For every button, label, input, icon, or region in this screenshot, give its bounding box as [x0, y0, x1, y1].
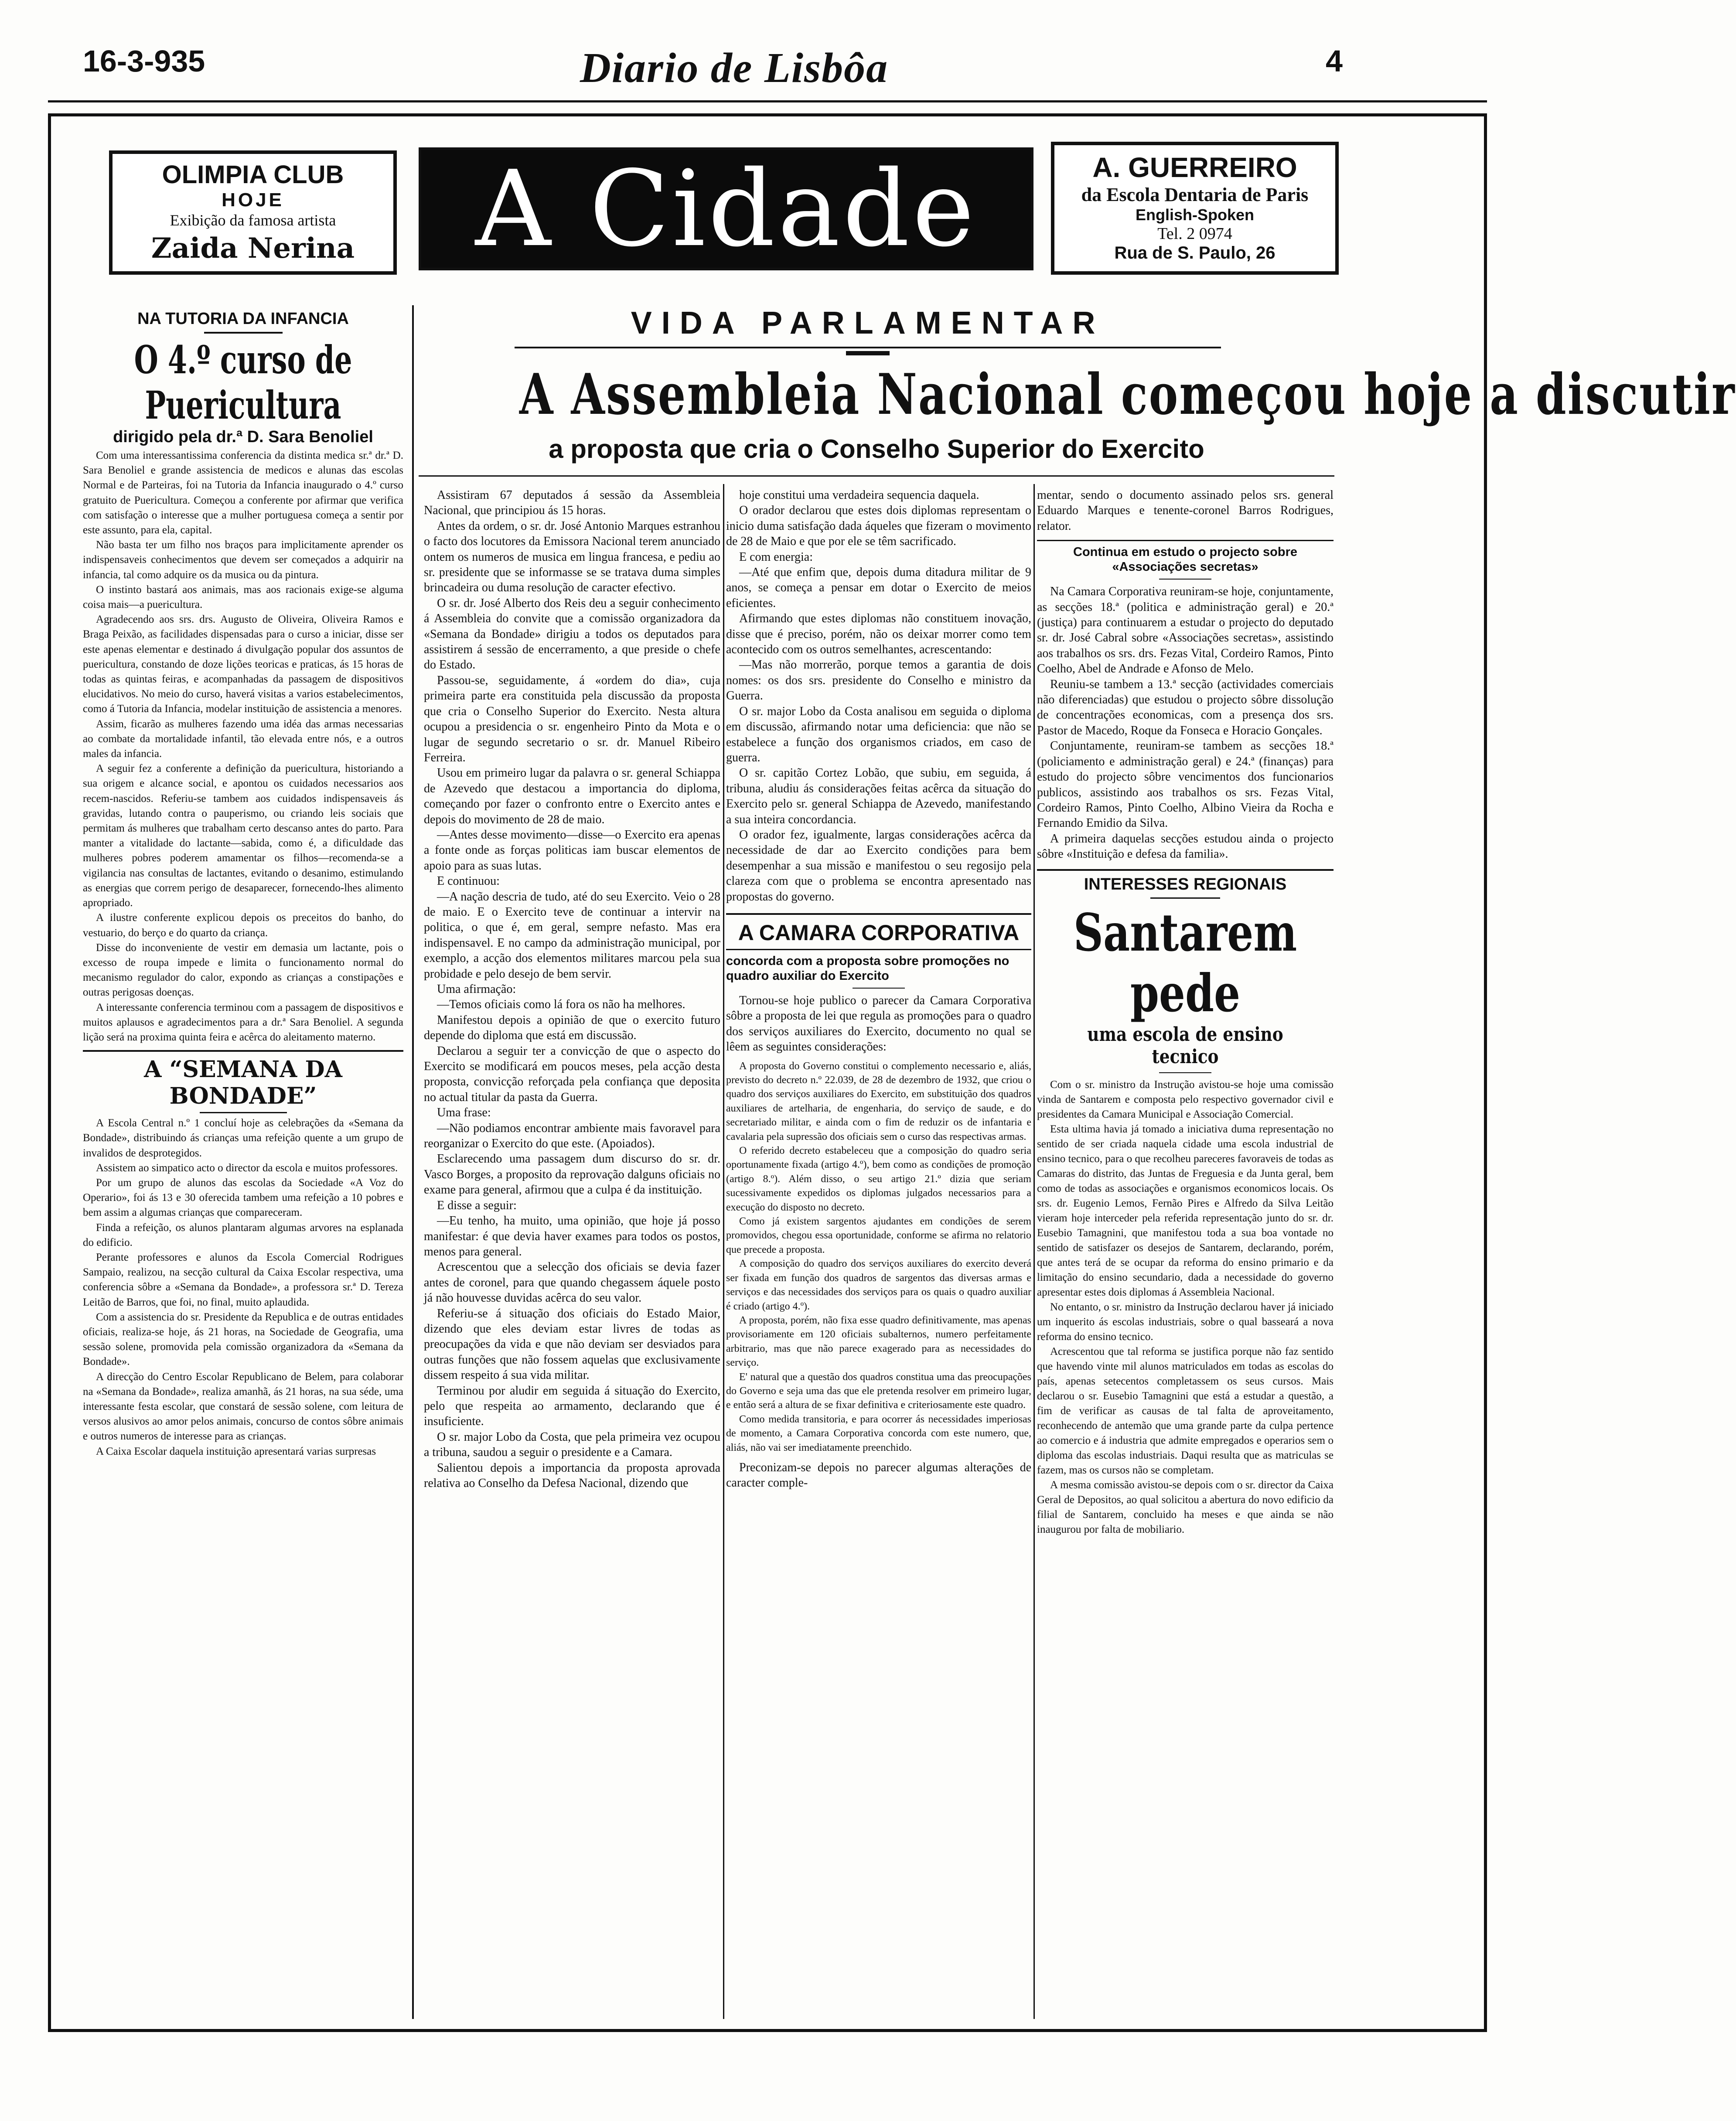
ad-subtitle: da Escola Dentaria de Paris: [1081, 184, 1309, 205]
paragraph: —A nação descria de tudo, até do seu Exercito. Veio o 28 de maio. E o Exercito teve de continuar a intervir na politica, o que é, em geral, sempre nefasto. Mas era indispensavel. E no campo da administração municipal, por exemplo, a acção dos elementos militares marcou pela sua probidade e pelo desejo de bem servir.: [424, 890, 720, 981]
column-rule: [1033, 484, 1035, 2019]
paragraph: O sr. dr. José Alberto dos Reis deu a seguir conhecimento á Assembleia do convite que a comissão organizadora da «Semana da Bondade» dirigiu a todos os deputados para assistirem á sessão de encerramento, a que preside o chefe do Estado.: [424, 596, 720, 672]
divider: [1159, 1072, 1211, 1073]
paragraph: —Antes desse movimento—disse—o Exercito era apenas a fonte onde as forças politicas iam buscar elementos de apoio para as suas lutas.: [424, 828, 720, 873]
paragraph: Conjuntamente, reuniram-se tambem as secções 18.ª (policiamento e administração geral) e 24.ª (finanças) para estudo do projecto sôbre vencimentos dos funcionarios publicos, assistindo aos trabalhos os srs. Fezas Vital, Cordeiro Ramos, Pinto Coelho, Albino Vieira da Rocha e Fernando Emidio da Silva.: [1037, 739, 1334, 830]
byline: dirigido pela dr.ª D. Sara Benoliel: [113, 428, 373, 446]
paragraph: A ilustre conferente explicou depois os preceitos do banho, do vestuario, do berço e do quarto da criança.: [83, 912, 403, 939]
paragraph: Antes da ordem, o sr. dr. José Antonio Marques estranhou o facto dos locutores da Emissora Nacional terem anunciado ontem os numeros de musica em lingua francesa, e pediu ao sr. presidente que se informasse se se tratava duma simples brincadeira ou duma resolução de caracter efectivo.: [424, 519, 720, 595]
paragraph: E continuou:: [437, 874, 500, 888]
paragraph: Afirmando que estes diplomas não constituem inovação, disse que é preciso, porém, não os deixar morrer como tem acontecido com os outros semelhantes, acrescentando:: [726, 612, 1031, 657]
paragraph: E disse a seguir:: [437, 1198, 517, 1212]
paragraph: —Mas não morrerão, porque temos a garantia de dois nomes: os dos srs. presidente do Conselho e ministro da Guerra.: [726, 658, 1031, 703]
paragraph: O orador fez, igualmente, largas considerações acêrca da necessidade de dar ao Exercito condições para bem desempenhar a sua missão e manifestou o seu regosijo pela clareza com que o problema se encontra apresentado nas propostas do governo.: [726, 828, 1031, 904]
article-puericultura: [83, 448, 403, 1045]
paragraph: Assim, ficarão as mulheres fazendo uma idéa das armas necessarias ao combate da mortalidade infantil, tão elevada entre nós, e a outros males da infancia.: [83, 718, 403, 760]
paragraph: —Até que enfim que, depois duma ditadura militar de 9 anos, se começa a pensar em dotar o Exercito de meios eficientes.: [726, 566, 1031, 610]
ad-address: Rua de S. Paulo, 26: [1114, 243, 1276, 263]
headline-semana-bondade: A “SEMANA DA BONDADE”: [144, 1056, 342, 1110]
paragraph: Acrescentou que tal reforma se justifica porque não faz sentido que havendo vinte mil alunos matriculados em todas as escolas do país, apenas setecentos completassem os seus cursos. Mais declarou o sr. Eusebio Tamagnini que está a estudar a questão, a fim de verificar as causas de tal falta de aproveitamento, reconhecendo de antemão que uma grande parte da culpa pertence ao comercio e á industria que admite empregados e operarios sem o diploma das escolas industriais. Daqui resulta que as matriculas se fazem, mas os cursos não se completam.: [1037, 1345, 1334, 1476]
paragraph: Preconizam-se depois no parecer algumas alterações de caracter comple-: [726, 1460, 1031, 1490]
paragraph: A proposta, porém, não fixa esse quadro definitivamente, mas apenas provisoriamente em 120 oficiais subalternos, numero perfeitamente arbitrario, mas que não parece exagerado para as necessidades do serviço.: [726, 1314, 1031, 1369]
article-assembleia-col2: [726, 488, 1031, 1491]
paragraph: A interessante conferencia terminou com a passagem de dispositivos e muitos aplausos e agradecimentos para a dr.ª Sara Benoliel. A segunda lição será na proxima quinta feira e acêrca do aleitamento materno.: [83, 1001, 403, 1043]
headline-santarem: Santarem pede: [1073, 902, 1297, 1023]
ad-guerreiro: [1051, 142, 1339, 275]
paragraph: O instinto bastará aos animais, mas aos racionais exige-se alguma coisa mais—a puericultura.: [83, 583, 403, 611]
divider: [200, 1112, 287, 1113]
subheadline-camara: concorda com a proposta sobre promoções no quadro auxiliar do Exercito: [726, 954, 1010, 983]
column-rule: [723, 484, 724, 2019]
newspaper-title: Diario de Lisbôa: [580, 44, 889, 92]
paragraph: A mesma comissão avistou-se depois com o sr. director da Caixa Geral de Depositos, ao qual solicitou a abertura do novo edificio da filial de Santarem, concluido ha meses e que ainda se não inaugurou por falta de mobiliario.: [1037, 1479, 1334, 1535]
paragraph: Manifestou depois a opinião de que o exercito futuro depende do diploma que está em discussão.: [424, 1013, 720, 1043]
ad-phone: Tel. 2 0974: [1157, 225, 1232, 243]
article-col3: [1037, 488, 1334, 1537]
paragraph: A proposta do Governo constitui o complemento necessario e, aliás, previsto do decreto n.º 22.039, de 28 de dezembro de 1932, que criou o quadro dos serviços auxiliares do Exercito, em substituição dos quadros auxiliares de artelharia, de engenharia, do serviço de saude, e do secretariado militar, e ainda com o fim de reduzir os de infantaria e cavalaria pela supressão dos oficiais sem o curso das respectivas armas.: [726, 1060, 1031, 1142]
paragraph: mentar, sendo o documento assinado pelos srs. general Eduardo Marques e tenente-coronel Barros Rodrigues, relator.: [1037, 488, 1334, 533]
paragraph: Terminou por aludir em seguida á situação do Exercito, pelo que respeita ao armamento, declarando que é insuficiente.: [424, 1384, 720, 1429]
paragraph: —Eu tenho, ha muito, uma opinião, que hoje já posso manifestar: é que devia haver exames para todos os postos, menos para general.: [424, 1214, 720, 1258]
ad-subtitle: HOJE: [222, 189, 284, 211]
paragraph: E' natural que a questão dos quadros constitua uma das preocupações do Governo e seja uma das que ele pretenda resolver em primeiro lugar, e então será a altura de se fixar definitiva e criteriosamente este quadro.: [726, 1371, 1031, 1411]
ad-text: Exibição da famosa artista: [170, 211, 336, 229]
paragraph: —Temos oficiais como lá fora os não ha melhores.: [437, 998, 686, 1012]
paragraph: Tornou-se hoje publico o parecer da Camara Corporativa sôbre a proposta de lei que regula as promoções para o quadro dos serviços auxiliares do Exercito, documento no qual se lêem as seguintes considerações:: [726, 993, 1031, 1054]
quoted-parecer: [726, 1059, 1031, 1455]
main-headline: A Assembleia Nacional começou hoje a discutir: [519, 362, 1736, 427]
paragraph: Esclarecendo uma passagem dum discurso do sr. dr. Vasco Borges, a proposito da reprovação dalguns oficiais no exame para general, afirmou que a culpa é da instituição.: [424, 1152, 720, 1197]
divider: [1150, 897, 1220, 899]
headline-puericultura: O 4.º curso de Puericultura: [134, 337, 352, 428]
ad-title: OLIMPIA CLUB: [162, 160, 344, 189]
paragraph: A Caixa Escolar daquela instituição apresentará varias surpresas: [96, 1445, 376, 1457]
main-subheadline: a proposta que cria o Conselho Superior do Exercito: [549, 434, 1204, 464]
paragraph: Disse do inconveniente de vestir em demasia um lactante, pois o excesso de roupa impede e limita o funcionamento normal do mecanismo regulador do calor, expondo as crianças a constipações e outras perigosas doenças.: [83, 941, 403, 999]
divider: [419, 475, 1334, 477]
divider: [204, 332, 283, 334]
kicker: NA TUTORIA DA INFANCIA: [137, 310, 349, 328]
paragraph: Finda a refeição, os alunos plantaram algumas arvores na esplanada do edificio.: [83, 1221, 403, 1248]
paragraph: Como já existem sargentos ajudantes em condições de serem promovidos, chegou essa oportunidade, conforme se afirma no relatorio que precede a proposta.: [726, 1216, 1031, 1255]
paragraph: Declarou a seguir ter a convicção de que o aspecto do Exercito se modificará em poucos meses, pela acção desta proposta, convicção reforçada pela confiança que deposita no actual titular da pasta da Guerra.: [424, 1044, 720, 1104]
paragraph: Uma afirmação:: [437, 982, 516, 996]
paragraph: Com uma interessantissima conferencia da distinta medica sr.ª dr.ª D. Sara Benoliel e grande assistencia de medicos e alunas das escolas Normal e de Parteiras, foi na Tutoria da Infancia inaugurado o 4.º curso gratuito de Puericultura. Começou a conferente por afirmar que verifica com satisfação o interesse que a mulher portuguesa começa a sentir por este assunto, para ela, capital.: [83, 450, 403, 536]
paragraph: Por um grupo de alunos das escolas da Sociedade «A Voz do Operario», foi ás 13 e 30 oferecida tambem uma refeição a 10 pobres e bem assim a algumas crianças que compareceram.: [83, 1176, 403, 1219]
ad-artist-name: Zaida Nerina: [151, 232, 355, 265]
left-column: [83, 310, 403, 1459]
paragraph: A direcção do Centro Escolar Republicano de Belem, para colaborar na «Semana da Bondade», realiza amanhã, ás 21 horas, na sua séde, uma interessante festa escolar, que constará de sessão solene, com leitura de versos alusivos ao amor pelos animais, concurso de contos sôbre animais e outros numeros de interesse para as crianças.: [83, 1371, 403, 1442]
paragraph: Uma frase:: [437, 1106, 491, 1120]
paragraph: Acrescentou que a selecção dos oficiais se devia fazer antes de coronel, para que quando chegassem áquele posto já não houvesse duvidas acêrca do seu valor.: [424, 1260, 720, 1305]
paragraph: Usou em primeiro lugar da palavra o sr. general Schiappa de Azevedo que destacou a importancia do diploma, começando por fazer o confronto entre o Exercito antes e depois do movimento de 28 de maio.: [424, 766, 720, 826]
divider: [83, 1050, 403, 1052]
paragraph: hoje constitui uma verdadeira sequencia daquela.: [739, 488, 979, 502]
paragraph: Com a assistencia do sr. Presidente da Republica e de outras entidades oficiais, realiza-se hoje, ás 21 horas, na Sociedade de Geografia, uma sessão solene, promovida pela comissão organizadora da «Semana da Bondade».: [83, 1311, 403, 1368]
headline-camara-corporativa: A CAMARA CORPORATIVA: [738, 920, 1020, 945]
ad-title: A. GUERREIRO: [1092, 152, 1297, 183]
paragraph: O referido decreto estabeleceu que a composição do quadro seria oportunamente fixada (artigo 4.º), bem como as condições de promoção (artigo 8.º). Além disso, o seu artigo 21.º dizia que seriam sucessivamente expedidos os diplomas julgados necessarios para a execução do disposto no decreto.: [726, 1145, 1031, 1213]
paragraph: A Escola Central n.º 1 concluí hoje as celebrações da «Semana da Bondade», distribuindo ás crianças uma refeição quente a um grupo de invalidos de desprotegidos.: [83, 1117, 403, 1159]
divider: [1037, 869, 1334, 871]
headline-associacoes-secretas: Continua em estudo o projecto sobre «Associações secretas»: [1073, 545, 1297, 574]
article-santarem: [1037, 1078, 1334, 1537]
paragraph: No entanto, o sr. ministro da Instrução declarou haver já iniciado um inquerito ás escolas industriais, sobre o qual basseará a nova reforma do ensino tecnico.: [1037, 1301, 1334, 1343]
subheadline-santarem: uma escola de ensino tecnico: [1087, 1023, 1283, 1068]
page-number: 4: [1326, 44, 1343, 78]
divider: [726, 949, 1031, 950]
paragraph: Assistiram 67 deputados á sessão da Assembleia Nacional, que principiou ás 15 horas.: [424, 488, 720, 518]
paragraph: Salientou depois a importancia da proposta aprovada relativa ao Conselho da Defesa Nacional, dizendo que: [424, 1461, 720, 1490]
paragraph: —Não podiamos encontrar ambiente mais favoravel para reorganizar o Exercito do que este. (Apoiados).: [424, 1121, 720, 1151]
paragraph: A composição do quadro dos serviços auxiliares do exercito deverá ser fixada em função dos quadros de sargentos das diversas armas e serviços e das necessidades dos serviços para os quais o quadro auxiliar é criado (artigo 4.º).: [726, 1258, 1031, 1312]
divider: [515, 347, 1221, 348]
paragraph: Com o sr. ministro da Instrução avistou-se hoje uma comissão vinda de Santarem e composta pelo respectivo governador civil e presidentes da Camara Municipal e Associação Comercial.: [1037, 1078, 1334, 1120]
divider: [726, 913, 1031, 915]
section-banner: A Cidade: [419, 147, 1033, 270]
paragraph: Na Camara Corporativa reuniram-se hoje, conjuntamente, as secções 18.ª (politica e administração geral) e 20.ª (justiça) para continuarem a estudar o projecto do deputado sr. dr. José Cabral sobre «Associações secretas», assistindo aos trabalhos os srs. drs. Fezas Vital, Cordeiro Ramos, Pinto Coelho, Abel de Andrade e Afonso de Melo.: [1037, 585, 1334, 676]
article-assembleia-col1: [424, 488, 720, 1491]
paragraph: Reuniu-se tambem a 13.ª secção (actividades comerciais não diferenciadas) que estudou o projecto sôbre dissolução de concentrações economicas, com a presença dos srs. Pastor de Macedo, Roque da Fonseca e Horacio Gonçales.: [1037, 677, 1334, 737]
masthead-rule: [48, 100, 1487, 102]
paragraph: Como medida transitoria, e para ocorrer ás necessidades imperiosas de momento, a Camara Corporativa concorda com este numero, que, aliás, não vai ser imediatamente preenchido.: [726, 1413, 1031, 1453]
paragraph: Não basta ter um filho nos braços para implicitamente aprender os indispensaveis conhecimentos que devem ser começados a adquirir na infancia, tal como adquire os da musica ou da pintura.: [83, 539, 403, 581]
paragraph: Passou-se, seguidamente, á «ordem do dia», cuja primeira parte era constituida pela discussão da proposta que cria o Conselho Superior do Exercito. Nesta altura ocupou a presidencia o sr. engenheiro Pinto da Mota e o lugar de segundo secretario o sr. dr. Manuel Ribeiro Ferreira.: [424, 673, 720, 764]
divider: [853, 988, 905, 989]
section-kicker-vida-parlamentar: VIDA PARLAMENTAR: [631, 306, 1105, 341]
divider: [1159, 579, 1211, 580]
paragraph: A seguir fez a conferente a definição da puericultura, historiando a sua origem e alcance social, e apontou os cuidados necessarios aos recem-nascidos. Referiu-se tambem aos cuidados indispensaveis ás gravidas, lutando contra o pauperismo, ou criando leis sociais que permitam ás mulheres que trabalham certo descanso antes do parto. Para manter a vitalidade do lactante—sabida, como é, a dificuldade das mulheres pobres poderem amamentar os filhos—recomenda-se a vigilancia nas consultas de lactantes, evitando o desanimo, estimulando as energias que correm perigo de desaparecer, fornecendo-lhes alimento apropriado.: [83, 763, 403, 909]
paragraph: O sr. major Lobo da Costa, que pela primeira vez ocupou a tribuna, saudou a seguir o presidente e a Camara.: [424, 1430, 720, 1459]
paragraph: A primeira daquelas secções estudou ainda o projecto sôbre «Instituição e defesa da familia».: [1037, 832, 1334, 861]
column-rule: [412, 305, 414, 2019]
divider: [1037, 540, 1334, 541]
divider: [846, 351, 890, 355]
ad-olimpia-club: [109, 150, 397, 275]
issue-date: 16-3-935: [83, 44, 205, 78]
paragraph: O sr. capitão Cortez Lobão, que subiu, em seguida, á tribuna, aludiu ás considerações feitas acêrca da situação do Exercito pelo sr. general Schiappa de Azevedo, manifestando a sua inteira concordancia.: [726, 766, 1031, 826]
kicker-interesses-regionais: INTERESSES REGIONAIS: [1084, 875, 1287, 893]
paragraph: Agradecendo aos srs. drs. Augusto de Oliveira, Oliveira Ramos e Braga Peixão, as facilidades dispensadas para o curso a iniciar, disse ser este apenas elementar e destinado á divulgação popular dos assuntos de puericultura, constando de doze lições teoricas e praticas, ás 15 horas de todas as quintas feiras, e acompanhadas da passagem de dispositivos elucidativos. No meio do curso, haverá visitas a varios estabelecimentos, como á Tutoria da Infancia, modelar instituição de assistencia a menores.: [83, 614, 403, 715]
paragraph: Assistem ao simpatico acto o director da escola e muitos professores.: [96, 1162, 398, 1174]
paragraph: Referiu-se á situação dos oficiais do Estado Maior, dizendo que eles deviam estar livres de todas as preocupações da vida e que não deviam ser desviados para outras funções que não fossem aquelas que exclusivamente dissem respeito á sua vida militar.: [424, 1306, 720, 1382]
paragraph: E com energia:: [739, 550, 813, 564]
ad-text: English-Spoken: [1135, 206, 1255, 224]
article-semana-bondade: [83, 1116, 403, 1459]
paragraph: O orador declarou que estes dois diplomas representam o inicio duma satisfação dada áqueles que fizeram o movimento de 28 de Maio e que por ele se têm sacrificado.: [726, 504, 1031, 549]
paragraph: Esta ultima havia já tomado a iniciativa duma representação no sentido de ser criada naquela cidade uma escola industrial de ensino tecnico, para o que recolheu pareceres favoraveis de todas as Camaras do distrito, das Juntas de Freguesia e da Junta geral, bem como de todas as associações e organismos economicos locais. Os srs. dr. Eugenio Lemos, Fernão Pires e Alfredo da Silva Leitão vieram hoje interceder pela referida representação junto do sr. dr. Eusebio Tamagnini, que manifestou toda a sua boa vontade no sentido de satisfazer os desejos de Santarem, declarando, porém, que antes terá de se ocupar da reforma do ensino primario e da limitação do ensino secundario, dada a necessidade do governo apresentar estes dois diplomas á Assembleia Nacional.: [1037, 1123, 1334, 1298]
paragraph: Perante professores e alunos da Escola Comercial Rodrigues Sampaio, realizou, na secção cultural da Caixa Escolar respectiva, uma conferencia sôbre a «Semana da Bondade», a professora sr.ª D. Tereza Leitão de Barros, que foi, no final, muito aplaudida.: [83, 1251, 403, 1308]
paragraph: O sr. major Lobo da Costa analisou em seguida o diploma em discussão, afirmando notar uma deficiencia: que não se estabelece a função dos organismos criados, em caso de guerra.: [726, 704, 1031, 764]
